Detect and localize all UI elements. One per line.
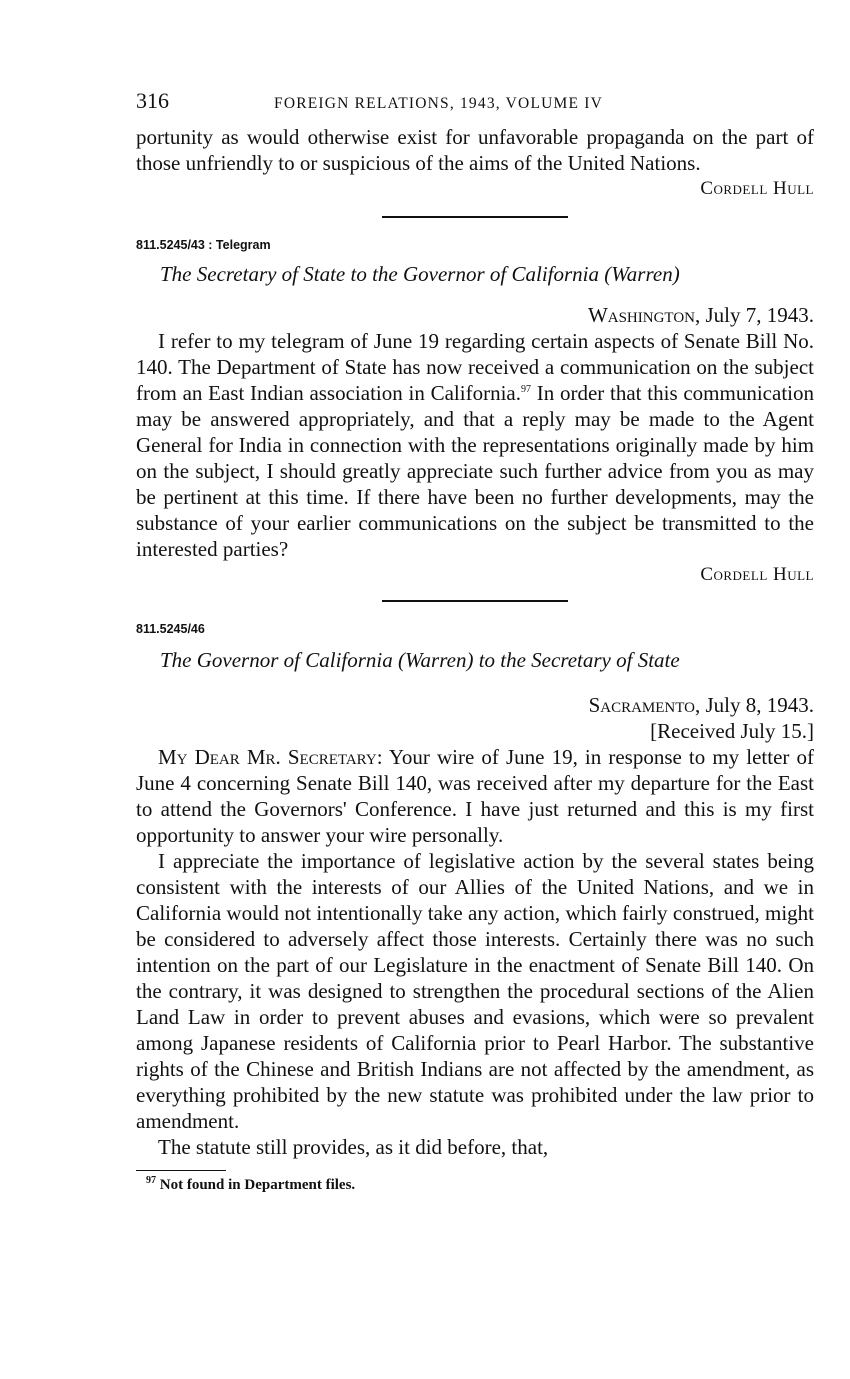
doc2-dateline (136, 692, 814, 718)
doc1-file-id: 811.5245/43 : Telegram (136, 238, 271, 252)
footnote-divider (136, 1170, 226, 1171)
intro-paragraph: portunity as would otherwise exist for unfavorable propaganda on the part of those unfriendly to or suspicious of the aims of the United Nations. (136, 125, 814, 175)
doc1-place: Washington (587, 303, 695, 327)
doc2-title: The Governor of California (Warren) to the Secretary of State (160, 648, 680, 672)
doc2-received: [Received July 15.] (650, 719, 814, 743)
doc1-body-part2: In order that this communication may be answered appropriately, and that a reply may be made to the Agent General for India in connection with the representations originally made by him on the subject, I should greatly appreciate such further advice from you as may be pertinent at this time. If there have been no further developments, may the substance of your earlier communications on the subject be transmitted to the interested parties? (136, 381, 814, 561)
doc2-place: Sacramento (588, 693, 695, 717)
doc2-salutation: My Dear Mr. Secretary: (158, 745, 383, 769)
intro-signature: Cordell Hull (700, 178, 814, 199)
page-number: 316 (136, 88, 169, 113)
doc1-body-part1: I refer to my telegram of June 19 regarding certain aspects of Senate Bill No. 140. The Department of State has now received a communication on the subject from an East Indian association in California. (136, 329, 814, 405)
document-page (136, 88, 814, 1194)
doc2-para1-text: Your wire of June 19, in response to my letter of June 4 concerning Senate Bill 140, was received after my departure for the East to attend the Governors' Conference. I have just returned and this is my first opportunity to answer your wire personally. (136, 745, 814, 847)
doc2-para2: I appreciate the importance of legislative action by the several states being consistent with the interests of our Allies of the United Nations, and we in California would not intentionally take any action, which fairly construed, might be considered to adversely affect those interests. Certainly there was no such intention on the part of our Legislature in the enactment of Senate Bill 140. On the contrary, it was designed to strengthen the procedural sections of the Alien Land Law in order to prevent abuses and evasions, which were so prevalent among Japanese residents of California prior to Pearl Harbor. The substantive rights of the Chinese and British Indians are not affected by the amendment, as everything prohibited by the new statute was prohibited under the law prior to amendment. (136, 849, 814, 1133)
doc2-para1 (136, 744, 814, 848)
doc2-date: , July 8, 1943. (694, 693, 814, 717)
footnote-number: 97 (146, 1175, 156, 1186)
running-title: FOREIGN RELATIONS, 1943, VOLUME IV (274, 95, 603, 112)
footnote (136, 1177, 814, 1194)
doc1-date: , July 7, 1943. (694, 303, 814, 327)
doc1-title: The Secretary of State to the Governor of California (Warren) (160, 262, 680, 286)
doc2-file-id: 811.5245/46 (136, 622, 205, 636)
footnote-text: Not found in Department files. (156, 1177, 356, 1193)
doc2-para3: The statute still provides, as it did before, that, (158, 1135, 549, 1159)
doc1-signature: Cordell Hull (700, 564, 814, 585)
doc1-dateline (136, 302, 814, 328)
page-header (136, 88, 814, 124)
doc1-body (136, 328, 814, 562)
footnote-ref-97: 97 (520, 384, 531, 395)
